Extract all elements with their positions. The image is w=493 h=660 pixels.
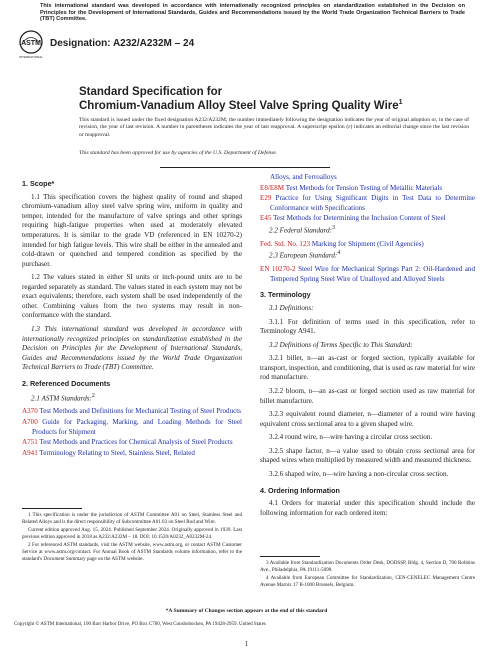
section-heading-ordering: 4. Ordering Information: [260, 485, 340, 495]
page-number: 1: [244, 640, 249, 648]
federal-standard-label: 2.2 Federal Standard:$^3$: [269, 224, 335, 235]
header-divider: [160, 167, 330, 168]
para-3-1-1: 3.1.1 For definition of terms used in this specification, refer to Terminology A941.: [260, 317, 475, 336]
title-text: Chromium-Vanadium Alloy Steel Valve Spring Quality Wire: [79, 100, 399, 113]
right-footnotes: [260, 560, 475, 590]
left-footnotes: [22, 512, 242, 564]
title-footnote-ref[interactable]: 1: [398, 99, 403, 107]
copyright-line: Copyright © ASTM International, 100 Barr Harbor Drive, PO Box C700, West Conshohocken, PA 19428-2959. United States: [14, 622, 266, 627]
para-3-2-2: 3.2.2 bloom, n—an as-cast or forged section used as raw material for billet manufacture.: [260, 387, 475, 405]
ref-item[interactable]: E29 Practice for Using Significant Digits in Test Data to Determine Conformance with Specifications: [260, 194, 475, 212]
ref-continuation[interactable]: Alloys, and Ferroalloys: [270, 173, 337, 181]
para-3-1: 3.1 Definitions:: [269, 304, 314, 313]
ref-item[interactable]: EN 10270-2 Steel Wire for Mechanical Springs Part 2: Oil-Hardened and Tempered Spring Steel Wire of Unalloyed and Alloyed Steels: [260, 265, 476, 283]
wto-notice: This international standard was developed in accordance with internationally recognized principles on standardization established in the Decision on Principles for the Development of International Standards, Guides and Recommendations issued by the World Trade Organization Technical Barriers to Trade (TBT) Committee.: [40, 3, 465, 23]
para-1-2: 1.2 The values stated in either SI units or inch-pound units are to be regarded separately as standard. The values stated in each system may not be exact equivalents; therefore, each system shall be used independently of the other. Combining values from the two systems may result in non-conformance with the standard.: [22, 273, 242, 320]
title-line-2: [79, 99, 403, 113]
right-column: [260, 173, 475, 522]
footnote: 3 Available from Standardization Documents Order Desk, DODSSP, Bldg. 4, Section D, 700 Robbins Ave., Philadelphia, PA 19111-5098.: [260, 560, 475, 573]
logo-subtext: INTERNATIONAL: [19, 55, 43, 59]
para-3-2-1: 3.2.1 billet, n—an as-cast or forged section, typically available for transport, inspection, and conditioning, that is used as raw material for wire rod manufacture.: [260, 354, 475, 382]
section-heading-terminology: 3. Terminology: [260, 290, 311, 300]
ref-item[interactable]: Fed. Std. No. 123 Marking for Shipment (Civil Agencies): [260, 239, 424, 248]
para-3-2-6: 3.2.6 shaped wire, n—wire having a non-circular cross section.: [269, 469, 449, 478]
ref-item[interactable]: A941 Terminology Relating to Steel, Stainless Steel, Related: [22, 448, 195, 457]
document-title: [79, 85, 403, 114]
designation: Designation: A232/A232M – 24: [50, 38, 195, 49]
para-4-1: 4.1 Orders for material under this specification should include the following information for each ordered item:: [260, 499, 475, 517]
para-3-2-5: 3.2.5 shape factor, n—a value used to obtain cross sectional area for shaped wires when multiplied by measured width and measured thickness.: [260, 446, 475, 465]
dod-approval-note: This standard has been approved for use by agencies of the U.S. Department of Defense.: [79, 150, 278, 156]
footnote-divider: [22, 508, 82, 509]
section-heading-referenced-docs: 2. Referenced Documents: [22, 378, 111, 388]
astm-standards-label: 2.1 ASTM Standards:$^2$: [31, 392, 95, 402]
footnote: 4 Available from European Committee for Standardization, CEN-CENELEC Management Centre Avenue Marnix 17 B-1000 Brussels, Belgium.: [260, 575, 475, 588]
footnote-divider: [260, 556, 320, 557]
para-1-1: 1.1 This specification covers the highest quality of round and shaped chromium-vanadium alloy steel valve spring wire, uniform in quality and temper, intended for the manufacture of valve springs and other springs requiring high-fatigue properties when used at moderately elevated temperatures. It is similar to the grade VD (referenced in EN 10270-2) intended for high fatigue levels. This wire shall be either in the annealed and cold-drawn or quenched and tempered condition as specified by the purchaser.: [22, 192, 242, 268]
footnote: 2 For referenced ASTM standards, visit the ASTM website, www.astm.org, or contact ASTM Customer Service at www.astm.org/contact. For Annual Book of ASTM Standards volume information, refer to the standard's Document Summary page on the ASTM website.: [22, 542, 242, 562]
logo-text: ASTM: [21, 40, 41, 47]
ref-item[interactable]: A370 Test Methods and Definitions for Mechanical Testing of Steel Products: [22, 407, 242, 416]
para-1-3: 1.3 This international standard was developed in accordance with internationally recognized principles on standardization established in the Decision on Principles for the Development of International Standards, Guides and Recommendations issued by the World Trade Organization Technical Barriers to Trade (TBT) Committee.: [22, 325, 242, 372]
ref-item[interactable]: A751 Test Methods and Practices for Chemical Analysis of Steel Products: [22, 438, 233, 447]
ref-item[interactable]: E8/E8M Test Methods for Tension Testing of Metallic Materials: [260, 183, 443, 192]
ref-item[interactable]: A700 Guide for Packaging, Marking, and Loading Methods for Steel Products for Shipment: [22, 418, 242, 436]
title-line-1: Standard Specification for: [79, 86, 223, 98]
para-3-2-3: 3.2.3 equivalent round diameter, n—diameter of a round wire having equivalent cross sectional area to a given shaped wire.: [260, 410, 475, 428]
section-heading-scope: 1. Scope*: [22, 179, 55, 188]
para-3-2: 3.2 Definitions of Terms Specific to This Standard:: [269, 340, 413, 349]
european-standard-label: 2.3 European Standard:$^4$: [269, 250, 341, 260]
summary-of-changes-note: *A Summary of Changes section appears at the end of this standard: [165, 608, 328, 614]
para-3-2-4: 3.2.4 round wire, n—wire having a circular cross section.: [269, 433, 433, 442]
footnote: Current edition approved Aug. 15, 2024. Published September 2024. Originally approved in 1939. Last previous edition approved in 2018 as A232/A232M – 18. DOI: 10.1520/A0232_A0232M-24.: [22, 527, 242, 540]
astm-logo-icon: [18, 30, 44, 60]
issuance-note: This standard is issued under the fixed designation A232/A232M; the number immediately following the designation indicates the year of original adoption or, in the case of revision, the year of last revision. A number in parentheses indicates the year of last reapproval. A superscript epsilon (ε) indicates an editorial change since the last revision or reapproval.: [79, 117, 469, 138]
footnote: 1 This specification is under the jurisdiction of ASTM Committee A01 on Steel, Stainless Steel and Related Alloys and is the direct responsibility of Subcommittee A01.03 on Steel Rod and Wire.: [22, 512, 242, 525]
left-column: [22, 173, 242, 459]
ref-item[interactable]: E45 Test Methods for Determining the Inclusion Content of Steel: [260, 214, 446, 223]
